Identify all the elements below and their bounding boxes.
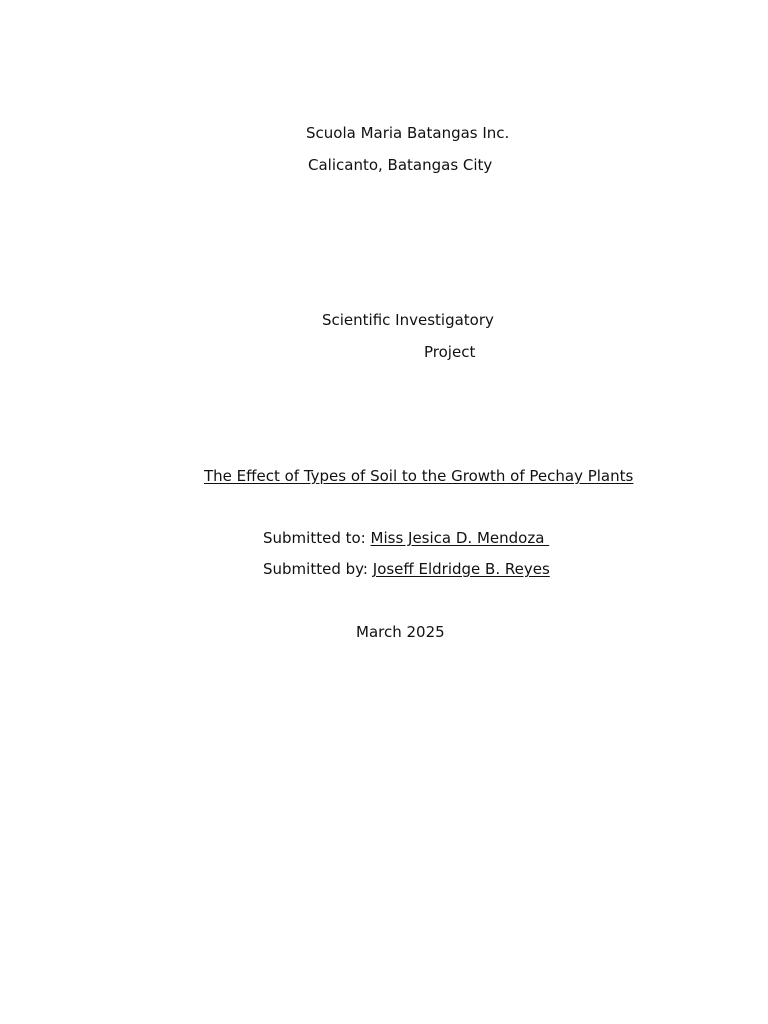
submitted-to-row [263,529,549,547]
submitted-to-label: Submitted to: [263,529,366,547]
heading-line-1: Scientific Investigatory [322,311,494,329]
submission-date: March 2025 [356,623,445,641]
submitted-to-name: Miss Jesica D. Mendoza [370,529,550,547]
school-address: Calicanto, Batangas City [308,156,493,174]
submitted-by-label: Submitted by: [263,560,368,578]
heading-line-2: Project [424,343,476,361]
submitted-by-name: Joseff Eldridge B. Reyes [372,560,550,578]
school-name: Scuola Maria Batangas Inc. [306,124,510,142]
project-title: The Effect of Types of Soil to the Growth of Pechay Plants [204,467,634,485]
submitted-by-row [263,560,550,578]
